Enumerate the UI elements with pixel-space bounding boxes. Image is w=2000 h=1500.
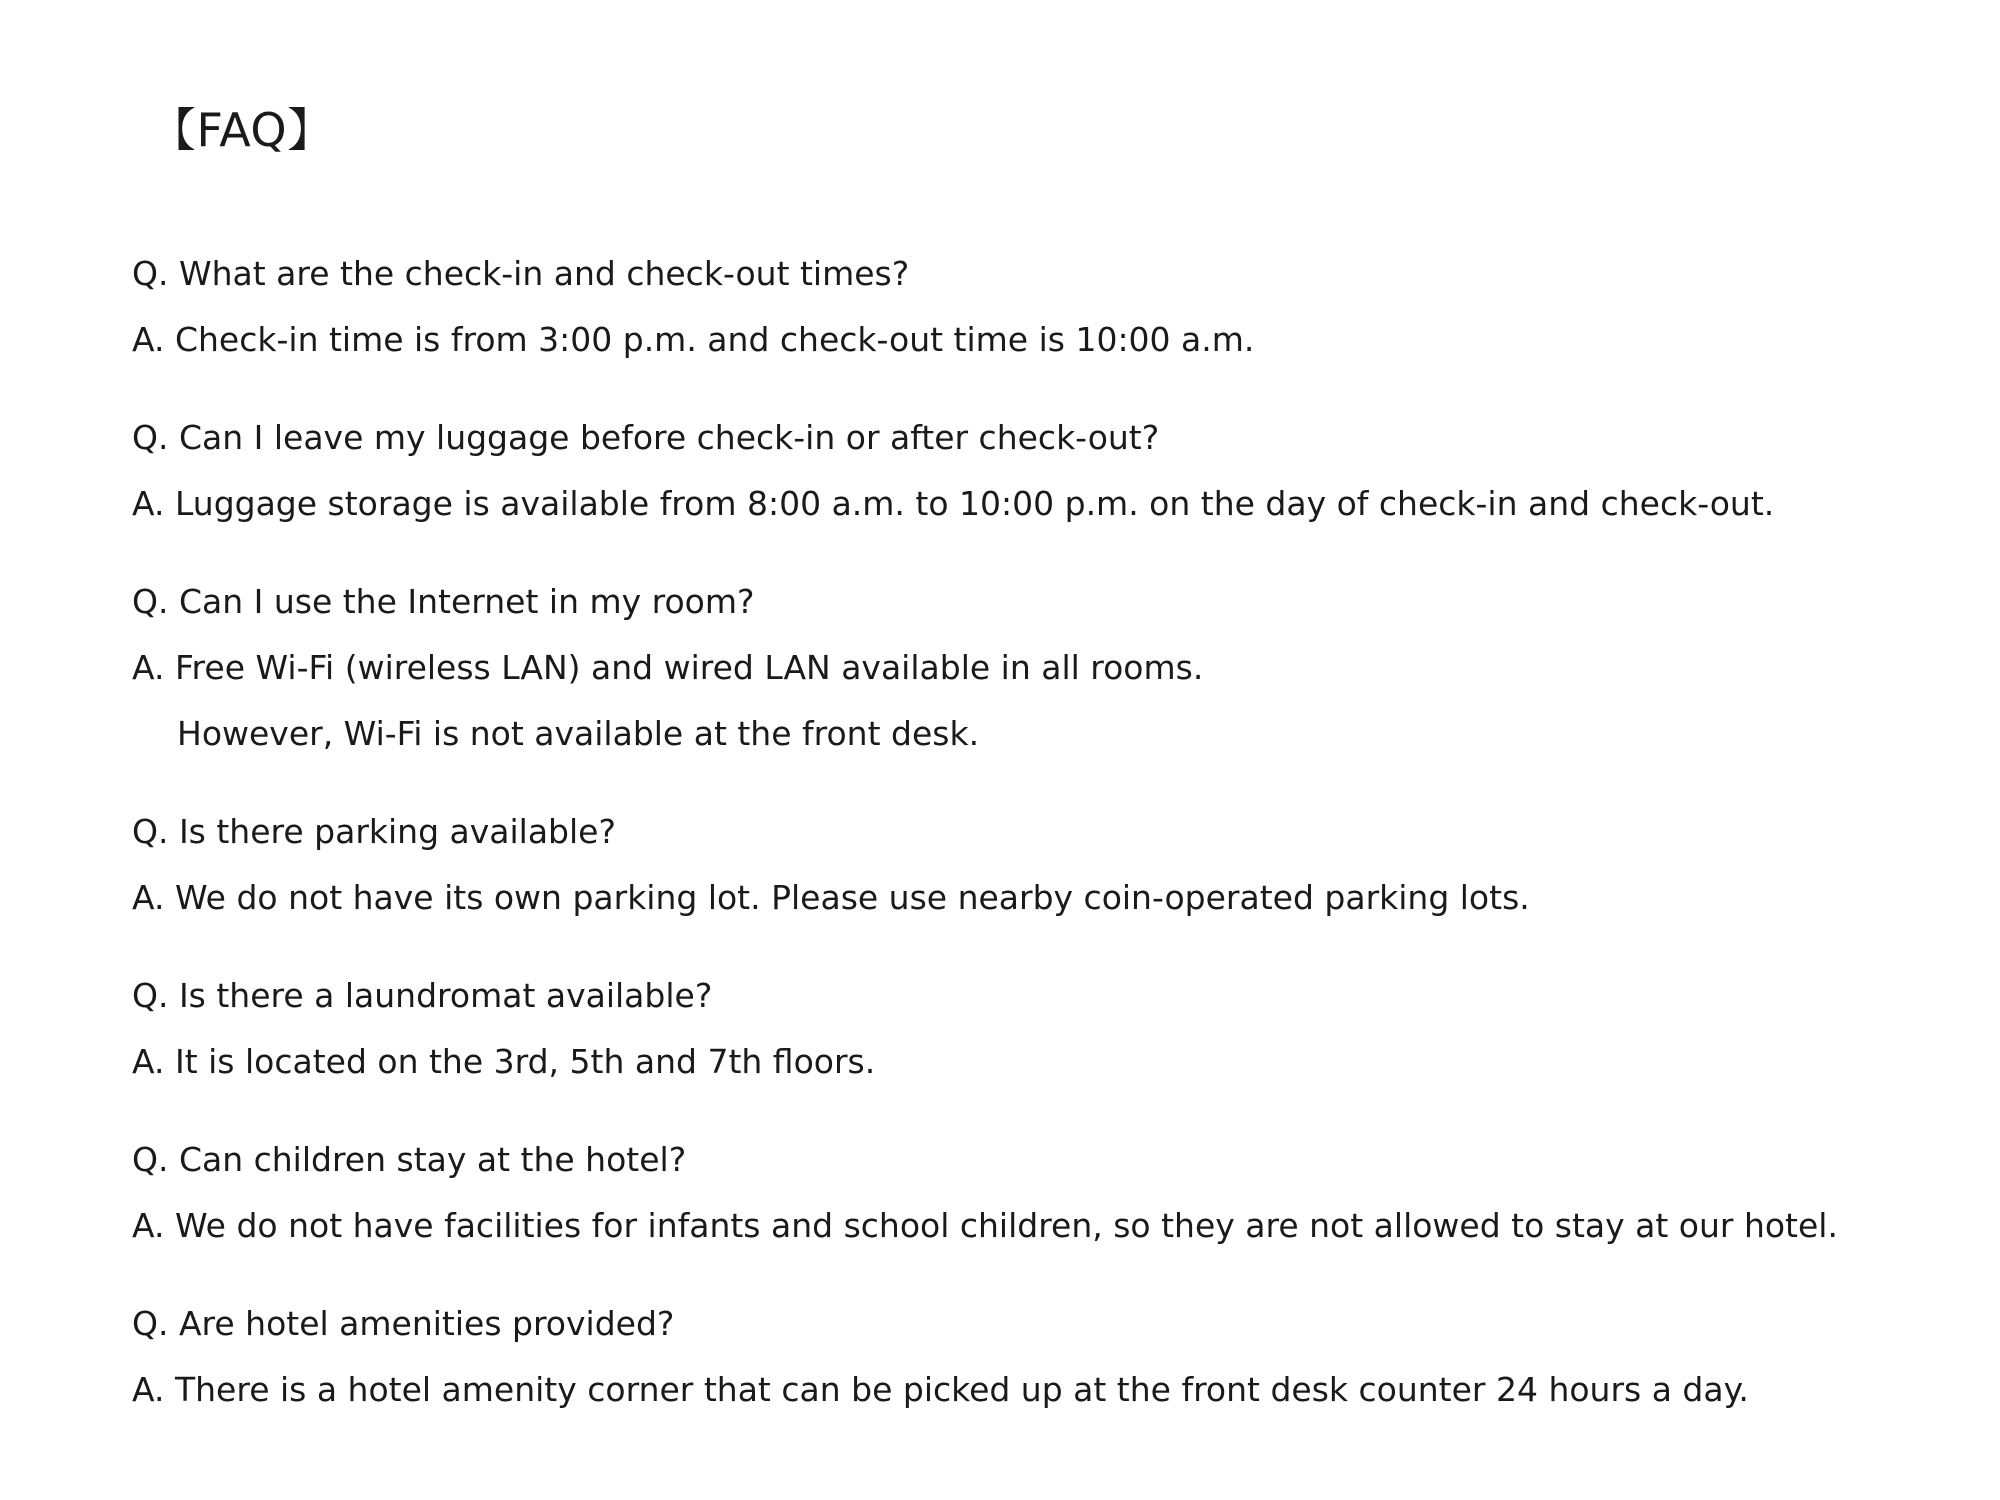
faq-answer-7: A. There is a hotel amenity corner that can be picked up at the front desk counter 24 hours a day. — [132, 1370, 1749, 1409]
faq-question-4: Q. Is there parking available? — [132, 812, 616, 851]
faq-question-7: Q. Are hotel amenities provided? — [132, 1304, 675, 1343]
faq-answer-3: A. Free Wi-Fi (wireless LAN) and wired LAN available in all rooms. — [132, 648, 1204, 687]
faq-question-5: Q. Is there a laundromat available? — [132, 976, 713, 1015]
faq-question-6: Q. Can children stay at the hotel? — [132, 1140, 687, 1179]
faq-answer-2: A. Luggage storage is available from 8:00 a.m. to 10:00 p.m. on the day of check-in and check-out. — [132, 484, 1775, 523]
faq-answer-3-continued: However, Wi-Fi is not available at the front desk. — [177, 714, 980, 753]
faq-question-2: Q. Can I leave my luggage before check-in or after check-out? — [132, 418, 1160, 457]
page-title: 【FAQ】 — [150, 103, 334, 157]
faq-question-3: Q. Can I use the Internet in my room? — [132, 582, 755, 621]
faq-answer-4: A. We do not have its own parking lot. Please use nearby coin-operated parking lots. — [132, 878, 1530, 917]
faq-answer-1: A. Check-in time is from 3:00 p.m. and check-out time is 10:00 a.m. — [132, 320, 1255, 359]
faq-question-1: Q. What are the check-in and check-out times? — [132, 254, 910, 293]
faq-answer-6: A. We do not have facilities for infants and school children, so they are not allowed to stay at our hotel. — [132, 1206, 1838, 1245]
faq-answer-5: A. It is located on the 3rd, 5th and 7th floors. — [132, 1042, 876, 1081]
